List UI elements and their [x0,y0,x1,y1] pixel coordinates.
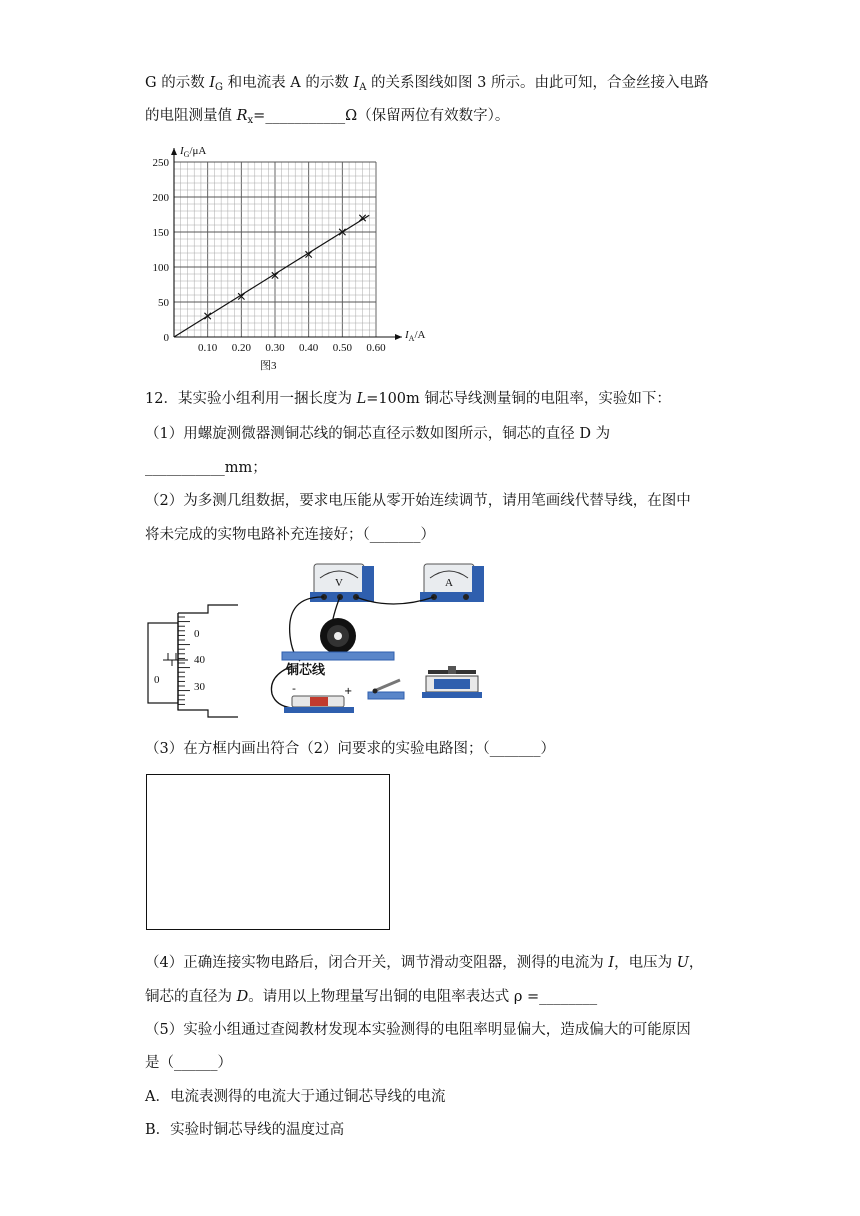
part-1-blank [145,458,267,478]
option-text: A．电流表测得的电流大于通过铜芯导线的电流 [145,1089,446,1105]
text-seg: G 的示数 [145,75,210,91]
y-tick-label: 150 [152,227,169,239]
option-b [145,1120,344,1140]
figure-caption: 图3 [260,360,277,372]
y-axis-arrow [171,148,177,155]
text-seg: （1）用螺旋测微器测铜芯线的铜芯直径示数如图所示，铜芯的直径 D 为 [145,426,611,442]
answer-blank: 是（______） [145,1055,232,1071]
var-u: U [676,955,689,971]
ammeter-icon [420,564,484,602]
part-4 [145,953,703,973]
part-3 [145,739,555,759]
part-2-b [145,525,435,545]
text-seg: 和电流表 A 的示数 [223,75,354,91]
part-4-b [145,987,597,1007]
svg-text:A: A [445,577,453,589]
switch-icon [368,680,404,699]
circuit-diagram-box [146,774,390,930]
x-axis-label: $I_A/A$ [405,329,426,343]
text-seg: =___________Ω（保留两位有效数字）。 [253,108,510,124]
text-line-2 [145,106,509,131]
thimble-scale [178,617,190,704]
var-ia: I [353,75,360,91]
var-sub: A [359,82,367,93]
y-tick-label: 50 [158,297,169,309]
copper-wire-label: 铜芯线 [286,663,326,678]
text-seg: =100m 铜芯导线测量铜的电阻率，实验如下： [366,391,671,407]
text-seg: 铜芯的直径为 [145,989,237,1005]
var-ig: I [209,75,216,91]
text-seg: 的关系图线如图 3 所示。由此可知，合金丝接入电路 [366,75,709,91]
text-seg: （3）在方框内画出符合（2）问要求的实验电路图；（_______） [145,741,555,757]
part-2 [145,491,691,511]
x-tick-label: 0.50 [332,342,352,354]
text-line-1 [145,73,709,98]
chart-axes [171,148,402,340]
x-tick-label: 0.10 [198,342,218,354]
copper-wire-coil-icon [320,618,356,654]
text-seg: 的电阻测量值 [145,108,237,124]
x-tick-labels [198,342,386,354]
x-axis-arrow [395,334,402,340]
x-tick-label: 0.20 [231,342,251,354]
var-i: I [608,955,615,971]
ig-ia-chart [140,140,450,375]
fit-line-segment [174,215,369,337]
text-seg: 。请用以上物理量写出铜的电阻率表达式 ρ =________ [248,989,598,1005]
var-d: D [236,989,249,1005]
option-text: B．实验时铜芯导线的温度过高 [145,1122,345,1138]
y-tick-label: 250 [152,157,169,169]
micrometer-figure [146,605,241,720]
chart-grid [174,162,376,337]
thimble-label-40: 40 [194,654,205,666]
voltmeter-icon [310,564,374,602]
text-seg: 12．某实验小组利用一捆长度为 [145,391,357,407]
battery-icon [284,682,354,713]
thimble-label-0: 0 [194,628,200,640]
main-scale-label: 0 [154,674,160,686]
part-1 [145,424,610,444]
answer-blank: 将未完成的实物电路补充连接好；（_______） [145,527,435,543]
svg-text:V: V [335,577,343,589]
x-tick-label: 0.40 [299,342,319,354]
option-a [145,1087,445,1107]
fit-line [174,215,369,337]
rheostat-icon [422,666,482,698]
var-l: L [356,391,367,407]
y-axis-label: $I_G/\mu A$ [180,145,207,159]
y-tick-label: 200 [152,192,169,204]
circuit-apparatus-figure [262,556,492,718]
var-rx: R [236,108,248,124]
answer-blank: ___________mm； [145,460,267,476]
var-sub: G [215,82,224,93]
y-tick-label: 100 [152,262,169,274]
text-seg: （4）正确连接实物电路后，闭合开关，调节滑动变阻器，测得的电流为 [145,955,609,971]
thimble-label-30: 30 [194,681,205,693]
x-tick-label: 0.30 [265,342,285,354]
svg-text:+: + [344,686,353,697]
y-tick-label: 0 [163,332,169,344]
svg-text:-: - [292,682,296,695]
text-seg: （2）为多测几组数据，要求电压能从零开始连续调节，请用笔画线代替导线，在图中 [145,493,691,509]
var-sub: x [247,115,254,126]
part-5-b [145,1053,232,1073]
y-tick-labels [153,157,170,344]
text-seg: （5）实验小组通过查阅教材发现本实验测得的电阻率明显偏大，造成偏大的可能原因 [145,1022,691,1038]
text-seg: ， [688,955,704,971]
text-seg: ，电压为 [614,955,677,971]
question-12 [145,389,671,409]
part-5 [145,1020,691,1040]
x-tick-label: 0.60 [366,342,386,354]
